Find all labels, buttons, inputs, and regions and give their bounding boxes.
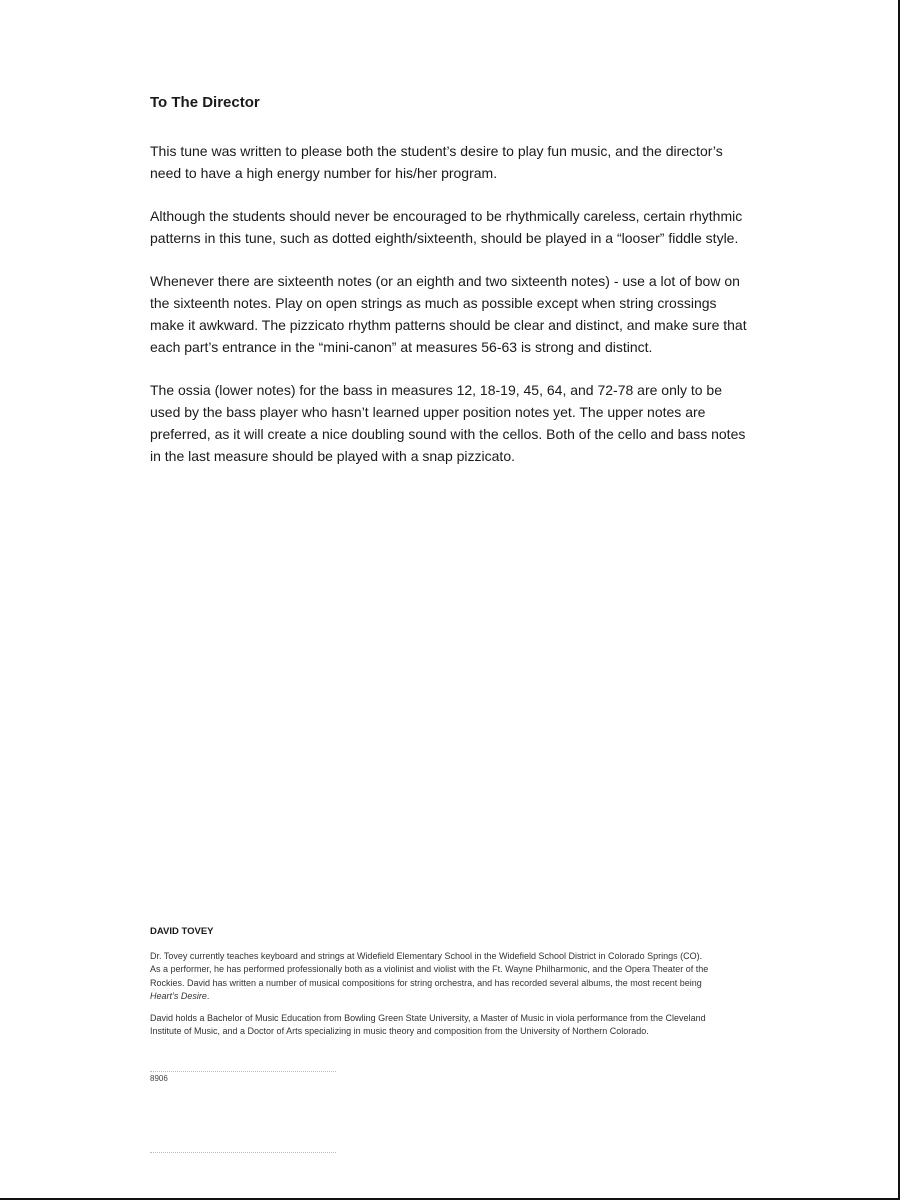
footer-divider-lower [150, 1152, 336, 1153]
bio-paragraph-2: David holds a Bachelor of Music Education from Bowling Green State University, a Master of Music in viola performance from the Cleveland Institute of Music, and a Doctor of Arts specializing in music theory and composition from the University of Northern Colorado. [150, 1012, 706, 1037]
bio-paragraph-1 [150, 950, 710, 1004]
bio-paragraph-1-text: Dr. Tovey currently teaches keyboard and strings at Widefield Elementary School in the Widefield School District in Colorado Springs (CO). As a performer, he has performed professionally both as a violinist and violist with the Ft. Wayne Philharmonic, and the Opera Theater of the Rockies. David has written a number of musical compositions for string orchestra, and has recorded several albums, the most recent being [150, 951, 709, 988]
catalog-number: 8906 [150, 1074, 168, 1083]
director-paragraph-2: Although the students should never be encouraged to be rhythmically careless, certain rhythmic patterns in this tune, such as dotted eighth/sixteenth, should be played in a “looser” fiddle style. [150, 208, 743, 246]
director-paragraph-3: Whenever there are sixteenth notes (or an eighth and two sixteenth notes) - use a lot of bow on the sixteenth notes. Play on open strings as much as possible except when string crossings make it awkward. The pizzicato rhythm patterns should be clear and distinct, and make sure that each part’s entrance in the “mini-canon” at measures 56-63 is strong and distinct. [150, 273, 747, 355]
album-title: Heart’s Desire [150, 991, 207, 1002]
composer-name: DAVID TOVEY [150, 926, 214, 937]
director-notes-section [150, 94, 750, 488]
director-heading: To The Director [150, 94, 260, 111]
director-paragraph-1: This tune was written to please both the student’s desire to play fun music, and the director’s need to have a high energy number for his/her program. [150, 143, 723, 181]
composer-bio-section [150, 926, 710, 1046]
footer-divider [150, 1071, 336, 1072]
bio-paragraph-1-end: . [206, 991, 210, 1002]
director-paragraph-4: The ossia (lower notes) for the bass in measures 12, 18-19, 45, 64, and 72-78 are only to be used by the bass player who hasn’t learned upper position notes yet. The upper notes are preferred, as it will create a nice doubling sound with the cellos. Both of the cello and bass notes in the last measure should be played with a snap pizzicato. [150, 382, 746, 464]
